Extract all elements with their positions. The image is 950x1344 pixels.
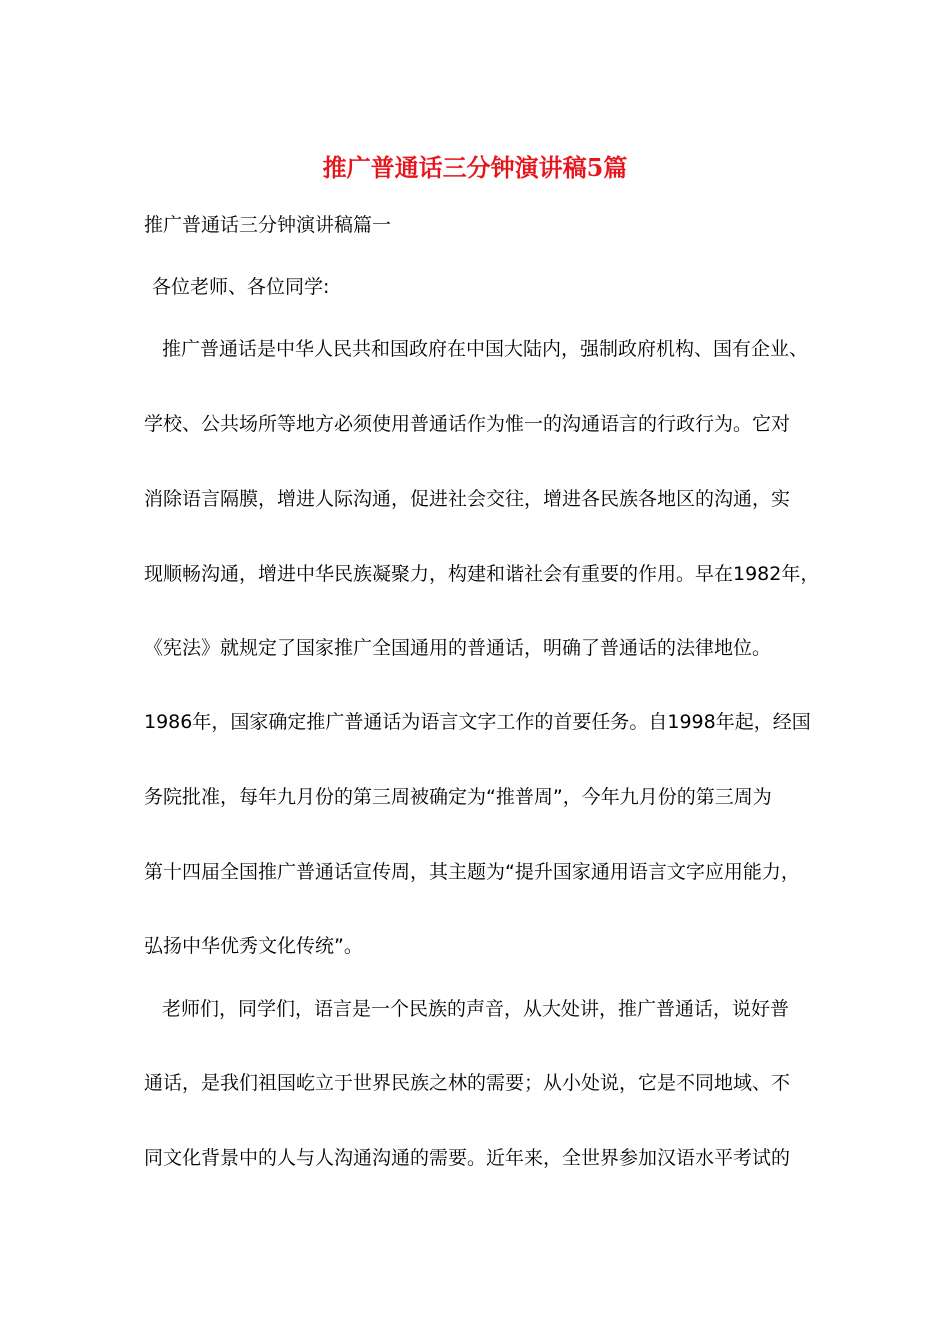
body-line: 通话，是我们祖国屹立于世界民族之林的需要；从小处说，它是不同地域、不 — [144, 1072, 791, 1094]
greeting-line: 各位老师、各位同学: — [152, 276, 330, 298]
body-line: 1986年，国家确定推广普通话为语言文字工作的首要任务。自1998年起，经国 — [144, 711, 811, 733]
body-line: 同文化背景中的人与人沟通沟通的需要。近年来，全世界参加汉语水平考试的 — [144, 1147, 791, 1169]
body-line: 现顺畅沟通，增进中华民族凝聚力，构建和谐社会有重要的作用。早在1982年， — [144, 563, 820, 585]
body-line: 弘扬中华优秀文化传统”。 — [144, 935, 363, 957]
body-line: 消除语言隔膜，增进人际沟通，促进社会交往，增进各民族各地区的沟通，实 — [144, 488, 791, 510]
body-line: 务院批准，每年九月份的第三周被确定为“推普周”，今年九月份的第三周为 — [144, 786, 772, 808]
document-title: 推广普通话三分钟演讲稿5篇 — [322, 153, 628, 182]
body-line: 学校、公共场所等地方必须使用普通话作为惟一的沟通语言的行政行为。它对 — [144, 413, 791, 435]
body-line: 老师们，同学们，语言是一个民族的声音，从大处讲，推广普通话，说好普 — [162, 998, 790, 1020]
body-line: 《宪法》就规定了国家推广全国通用的普通话，明确了普通话的法律地位。 — [144, 637, 772, 659]
section-heading: 推广普通话三分钟演讲稿篇一 — [144, 214, 392, 236]
body-line: 推广普通话是中华人民共和国政府在中国大陆内，强制政府机构、国有企业、 — [162, 338, 809, 360]
body-line: 第十四届全国推广普通话宣传周，其主题为“提升国家通用语言文字应用能力， — [144, 861, 800, 883]
